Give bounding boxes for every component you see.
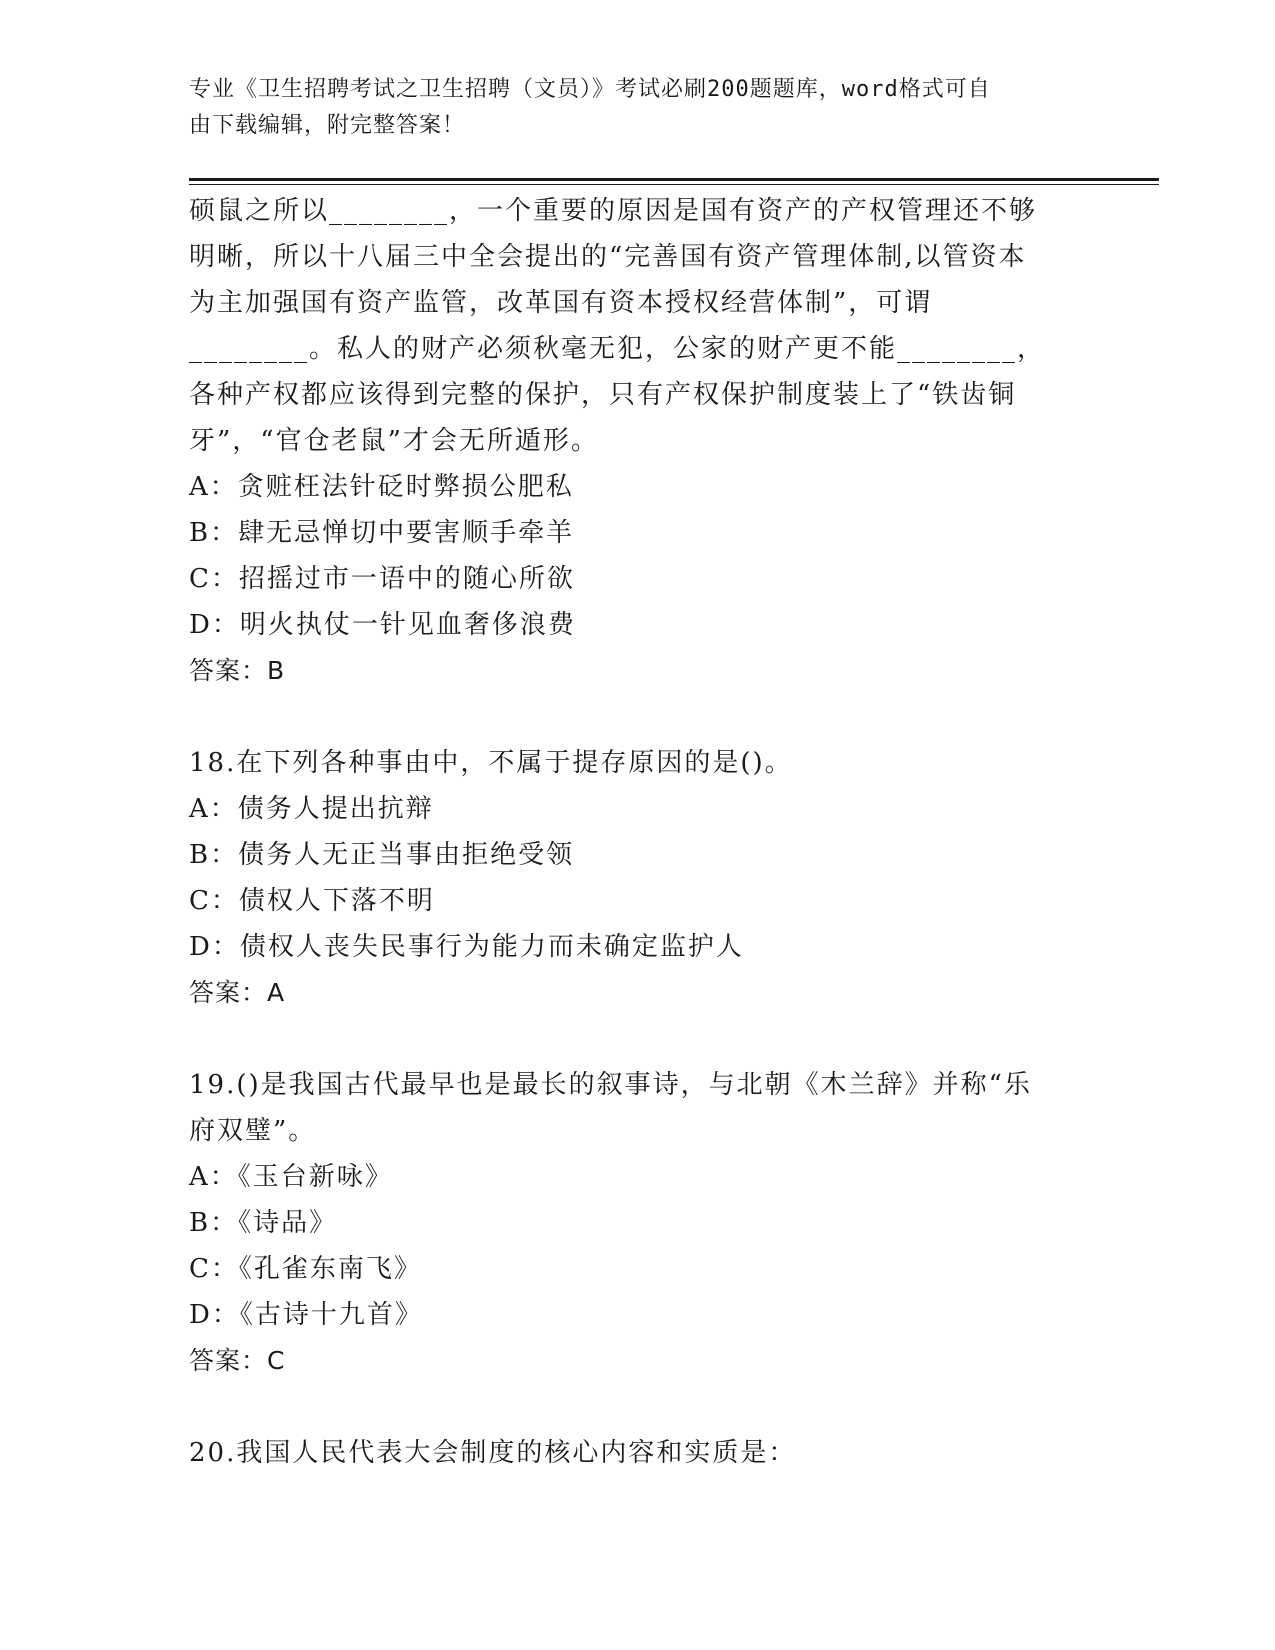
question-stem-line: ________。私人的财产必须秋毫无犯，公家的财产更不能________，	[189, 334, 1046, 364]
option-b: B：《诗品》	[189, 1208, 338, 1238]
option-c: C：招摇过市一语中的随心所欲	[189, 564, 575, 594]
option-a: A：债务人提出抗辩	[189, 794, 434, 824]
spacer	[189, 1016, 1089, 1062]
page-header	[189, 72, 1069, 144]
option-b: B：肆无忌惮切中要害顺手牵羊	[189, 518, 575, 548]
question-20	[189, 1430, 1089, 1476]
question-stem-line: 明晰，所以十八届三中全会提出的“完善国有资产管理体制,以管资本	[189, 242, 1027, 272]
question-stem-line: 牙”，“官仓老鼠”才会无所遁形。	[189, 426, 599, 456]
question-stem-line: 20.我国人民代表大会制度的核心内容和实质是：	[189, 1438, 797, 1468]
option-c: C：债权人下落不明	[189, 886, 435, 916]
header-divider-thin	[189, 184, 1159, 185]
spacer	[189, 1384, 1089, 1430]
option-d: D：明火执仗一针见血奢侈浪费	[189, 610, 576, 640]
question-stem-line: 19.()是我国古代最早也是最长的叙事诗，与北朝《木兰辞》并称“乐	[189, 1070, 1032, 1100]
header-line-2: 由下载编辑，附完整答案！	[189, 113, 466, 138]
header-line-1: 专业《卫生招聘考试之卫生招聘（文员）》考试必刷200题题库，word格式可自	[189, 77, 991, 102]
question-stem-line: 18.在下列各种事由中，不属于提存原因的是()。	[189, 748, 793, 778]
question-stem-line: 府双璧”。	[189, 1116, 317, 1146]
option-a: A：贪赃枉法针砭时弊损公肥私	[189, 472, 574, 502]
option-d: D：《古诗十九首》	[189, 1300, 423, 1330]
answer-label: 答案：A	[189, 978, 286, 1007]
question-18	[189, 740, 1089, 1016]
question-19	[189, 1062, 1089, 1384]
question-stem-line: 各种产权都应该得到完整的保护，只有产权保护制度装上了“铁齿铜	[189, 380, 1017, 410]
question-list	[189, 188, 1089, 1476]
option-d: D：债权人丧失民事行为能力而未确定监护人	[189, 932, 744, 962]
answer-label: 答案：B	[189, 656, 286, 685]
question-17	[189, 188, 1089, 694]
question-stem-line: 硕鼠之所以________，一个重要的原因是国有资产的产权管理还不够	[189, 196, 1038, 226]
option-c: C：《孔雀东南飞》	[189, 1254, 422, 1284]
spacer	[189, 694, 1089, 740]
option-b: B：债务人无正当事由拒绝受领	[189, 840, 575, 870]
question-stem-line: 为主加强国有资产监管，改革国有资本授权经营体制”，可谓	[189, 288, 933, 318]
answer-label: 答案：C	[189, 1346, 286, 1375]
header-divider-thick	[189, 178, 1159, 181]
option-a: A：《玉台新咏》	[189, 1162, 393, 1192]
